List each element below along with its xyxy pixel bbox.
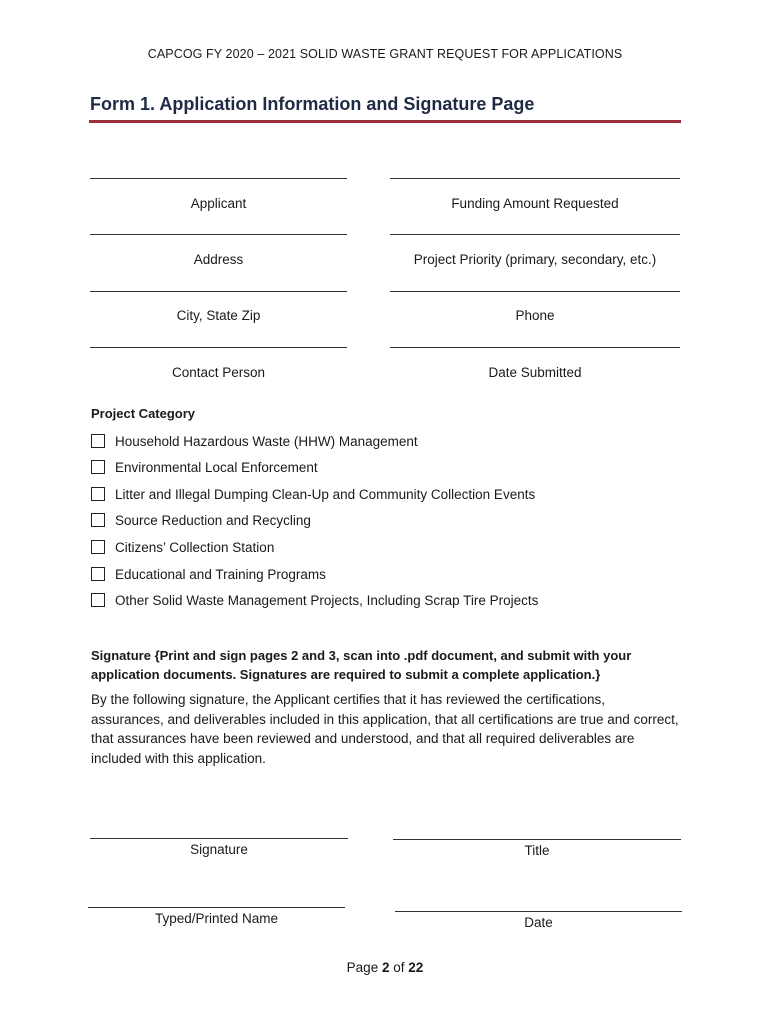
funding-amount-line[interactable]	[390, 178, 680, 179]
date-label: Date	[524, 915, 553, 930]
category-option-label: Educational and Training Programs	[115, 566, 326, 582]
category-option[interactable]	[91, 485, 535, 503]
page-current: 2	[381, 960, 390, 975]
applicant-label: Applicant	[190, 196, 247, 211]
checkbox[interactable]	[91, 434, 105, 448]
signature-instructions: Signature {Print and sign pages 2 and 3, scan into .pdf document, and submit with your application documents. Signatures are required to submit a complete application.}	[91, 648, 632, 682]
funding-amount-label: Funding Amount Requested	[451, 196, 619, 211]
checkbox[interactable]	[91, 540, 105, 554]
certification-text: By the following signature, the Applicant certifies that it has reviewed the certifications, assurances, and deliverables included in this application, that all certifications are true and correct, that assurances have been reviewed and understood, and that all required deliverables are included with this application.	[91, 692, 679, 766]
phone-line[interactable]	[390, 291, 680, 292]
address-line[interactable]	[90, 234, 347, 235]
category-option[interactable]	[91, 565, 326, 583]
city-state-zip-line[interactable]	[90, 291, 347, 292]
category-option[interactable]	[91, 511, 311, 529]
checkbox[interactable]	[91, 593, 105, 607]
date-line[interactable]	[395, 911, 682, 912]
page-of: of	[393, 960, 405, 975]
category-option-label: Environmental Local Enforcement	[115, 459, 318, 475]
checkbox[interactable]	[91, 567, 105, 581]
page-number	[0, 960, 770, 975]
category-option[interactable]	[91, 432, 418, 450]
checkbox[interactable]	[91, 513, 105, 527]
printed-name-line[interactable]	[88, 907, 345, 908]
date-submitted-line[interactable]	[390, 347, 680, 348]
checkbox[interactable]	[91, 487, 105, 501]
category-option[interactable]	[91, 538, 274, 556]
checkbox[interactable]	[91, 460, 105, 474]
date-submitted-label: Date Submitted	[488, 365, 582, 380]
category-option[interactable]	[91, 591, 538, 609]
contact-person-line[interactable]	[90, 347, 347, 348]
title-underline	[89, 120, 681, 123]
category-option-label: Source Reduction and Recycling	[115, 512, 311, 528]
printed-name-label: Typed/Printed Name	[154, 911, 279, 926]
running-header: CAPCOG FY 2020 – 2021 SOLID WASTE GRANT REQUEST FOR APPLICATIONS	[147, 47, 623, 61]
signature-label: Signature	[190, 842, 248, 857]
form-title: Form 1. Application Information and Signature Page	[90, 94, 535, 114]
page-total: 22	[408, 960, 424, 975]
contact-person-label: Contact Person	[171, 365, 266, 380]
title-label: Title	[524, 843, 550, 858]
category-option-label: Household Hazardous Waste (HHW) Management	[115, 433, 418, 449]
address-label: Address	[193, 252, 244, 267]
signature-line[interactable]	[90, 838, 348, 839]
project-priority-line[interactable]	[390, 234, 680, 235]
phone-label: Phone	[515, 308, 555, 323]
category-option-label: Other Solid Waste Management Projects, Including Scrap Tire Projects	[115, 592, 539, 608]
applicant-line[interactable]	[90, 178, 347, 179]
city-state-zip-label: City, State Zip	[176, 308, 261, 323]
project-priority-label: Project Priority (primary, secondary, etc.)	[413, 252, 657, 267]
category-option[interactable]	[91, 458, 318, 476]
project-category-heading: Project Category	[91, 406, 196, 421]
page-prefix: Page	[346, 960, 379, 975]
category-option-label: Litter and Illegal Dumping Clean-Up and Community Collection Events	[115, 486, 536, 502]
title-line[interactable]	[393, 839, 681, 840]
category-option-label: Citizens’ Collection Station	[115, 539, 275, 555]
